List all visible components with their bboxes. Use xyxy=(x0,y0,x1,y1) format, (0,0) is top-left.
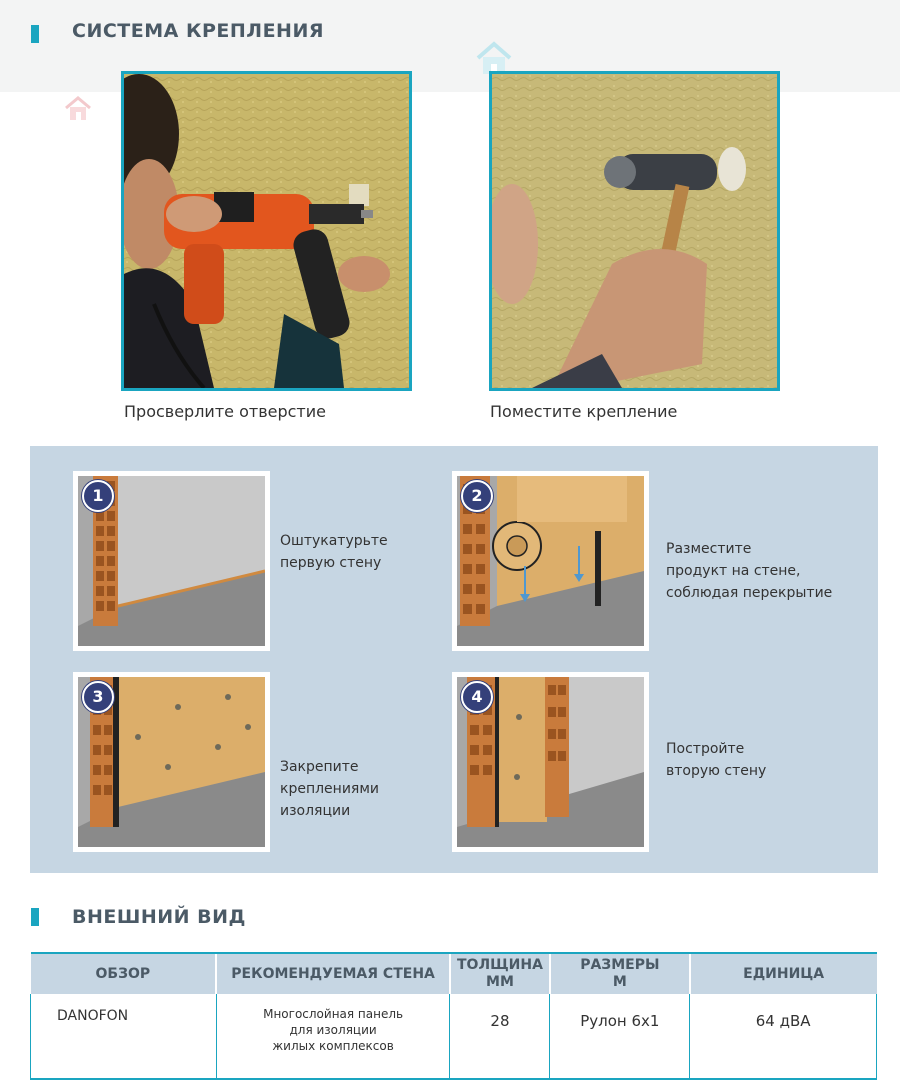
step-badge-4: 4 xyxy=(461,681,493,713)
step-image-3 xyxy=(73,672,270,852)
step-text-3: Закрепите креплениями изоляции xyxy=(280,759,380,819)
step-badge-1: 1 xyxy=(82,480,114,512)
header-overview: ОБЗОР xyxy=(31,953,217,994)
steps-panel xyxy=(30,446,878,873)
step-text-2: Разместите продукт на стене, соблюдая перекрытие xyxy=(666,541,833,601)
header-recommended-wall: РЕКОМЕНДУЕМАЯ СТЕНА xyxy=(216,953,450,994)
section-marker xyxy=(31,25,39,43)
photo-hammer xyxy=(489,71,780,391)
spec-table xyxy=(30,952,877,1080)
section-title-mounting: СИСТЕМА КРЕПЛЕНИЯ xyxy=(72,20,324,42)
step-badge-2: 2 xyxy=(461,480,493,512)
section-marker xyxy=(31,908,39,926)
step-text-1: Оштукатурьте первую стену xyxy=(280,533,388,571)
cell-wall: Многослойная панель для изоляции жилых комплексов xyxy=(216,994,450,1079)
cell-size: Рулон 6х1 xyxy=(550,994,690,1079)
step-text-4: Постройте вторую стену xyxy=(666,741,767,779)
step-image-1 xyxy=(73,471,270,651)
section-title-appearance: ВНЕШНИЙ ВИД xyxy=(72,906,246,928)
header-unit: ЕДИНИЦА xyxy=(690,953,877,994)
step-badge-3: 3 xyxy=(82,681,114,713)
header-thickness: ТОЛЩИНА ММ xyxy=(450,953,550,994)
photo-caption-hammer: Поместите крепление xyxy=(490,402,678,421)
table-row xyxy=(31,994,877,1079)
step-image-4 xyxy=(452,672,649,852)
table-header-row xyxy=(31,953,877,994)
header-dimensions: РАЗМЕРЫ М xyxy=(550,953,690,994)
photo-caption-drill: Просверлите отверстие xyxy=(124,402,326,421)
house-icon xyxy=(63,95,93,123)
cell-product-name: DANOFON xyxy=(31,994,217,1079)
step-image-2 xyxy=(452,471,649,651)
photo-drill xyxy=(121,71,412,391)
cell-unit: 64 дВА xyxy=(690,994,877,1079)
cell-thickness: 28 xyxy=(450,994,550,1079)
